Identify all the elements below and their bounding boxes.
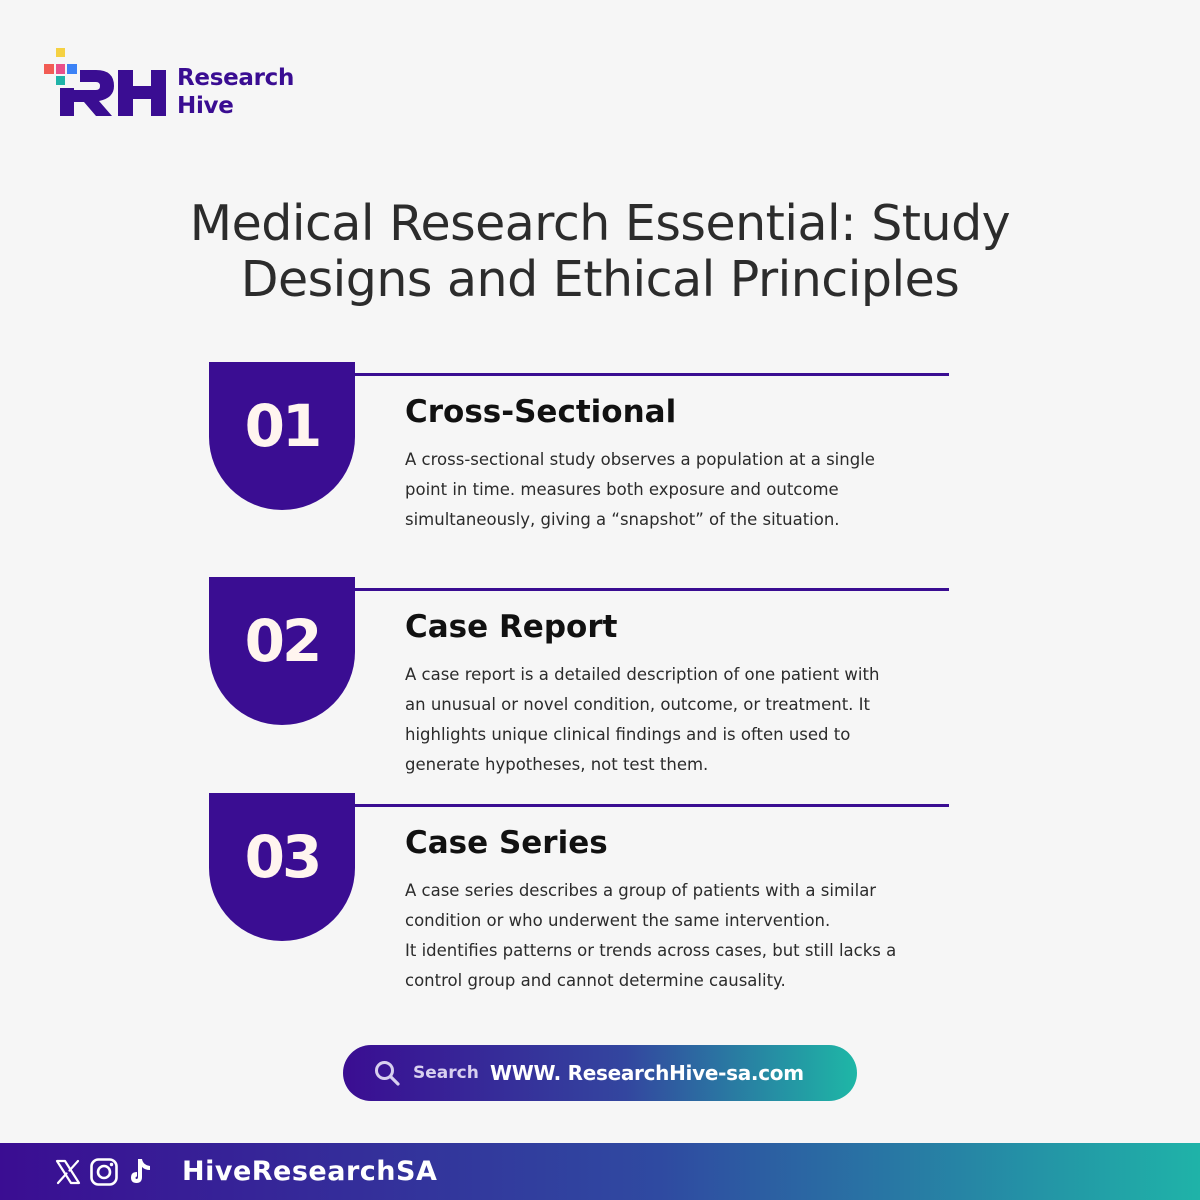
tiktok-icon[interactable] bbox=[125, 1156, 157, 1188]
brand-name-line2: Hive bbox=[177, 93, 234, 119]
card-description bbox=[405, 445, 945, 535]
card-heading: Cross-Sectional bbox=[405, 394, 677, 430]
page-title bbox=[100, 196, 1100, 308]
card-description bbox=[405, 660, 945, 780]
desc-line: simultaneously, giving a “snapshot” of the situation. bbox=[405, 510, 840, 529]
number-badge bbox=[209, 577, 355, 725]
badge-number: 02 bbox=[244, 607, 320, 675]
badge-number: 01 bbox=[244, 392, 320, 460]
card-divider bbox=[355, 804, 949, 807]
website-search-pill[interactable] bbox=[343, 1045, 857, 1101]
study-card-case-report bbox=[209, 577, 949, 777]
number-badge bbox=[209, 793, 355, 941]
desc-line: an unusual or novel condition, outcome, or treatment. It bbox=[405, 695, 871, 714]
title-line1: Medical Research Essential: Study bbox=[189, 195, 1011, 252]
brand-name bbox=[177, 64, 294, 120]
desc-line: A cross-sectional study observes a population at a single bbox=[405, 450, 875, 469]
card-divider bbox=[355, 588, 949, 591]
study-card-case-series bbox=[209, 793, 949, 993]
card-heading: Case Report bbox=[405, 609, 618, 645]
desc-line: It identifies patterns or trends across cases, but still lacks a bbox=[405, 941, 897, 960]
rh-logo-mark bbox=[44, 48, 174, 118]
website-url-link[interactable]: WWW. ResearchHive-sa.com bbox=[490, 1061, 804, 1085]
study-card-cross-sectional bbox=[209, 362, 949, 562]
desc-line: control group and cannot determine causality. bbox=[405, 971, 786, 990]
search-icon bbox=[373, 1059, 401, 1087]
social-footer bbox=[0, 1143, 1200, 1200]
instagram-icon[interactable] bbox=[88, 1156, 120, 1188]
desc-line: condition or who underwent the same intervention. bbox=[405, 911, 831, 930]
desc-line: A case report is a detailed description of one patient with bbox=[405, 665, 880, 684]
card-heading: Case Series bbox=[405, 825, 608, 861]
search-label: Search bbox=[413, 1063, 479, 1083]
desc-line: highlights unique clinical findings and is often used to bbox=[405, 725, 851, 744]
social-handle: HiveResearchSA bbox=[182, 1156, 438, 1187]
badge-number: 03 bbox=[244, 823, 320, 891]
desc-line: A case series describes a group of patients with a similar bbox=[405, 881, 877, 900]
card-divider bbox=[355, 373, 949, 376]
desc-line: point in time. measures both exposure and outcome bbox=[405, 480, 839, 499]
card-description bbox=[405, 876, 945, 996]
brand-name-line1: Research bbox=[177, 65, 295, 91]
title-line2: Designs and Ethical Principles bbox=[240, 251, 960, 308]
number-badge bbox=[209, 362, 355, 510]
x-icon[interactable] bbox=[52, 1156, 84, 1188]
desc-line: generate hypotheses, not test them. bbox=[405, 755, 709, 774]
